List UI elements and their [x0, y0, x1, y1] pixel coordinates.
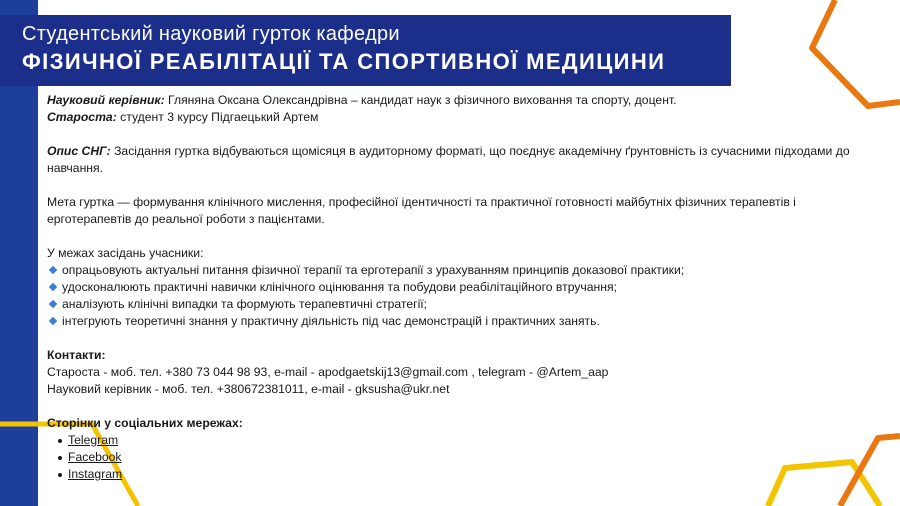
hexagon-top-right [812, 0, 900, 106]
social-links-list [47, 432, 882, 483]
diamond-bullet-icon [49, 283, 57, 291]
list-item [57, 432, 882, 449]
diamond-bullet-icon [49, 317, 57, 325]
list-item: опрацьовують актуальні питання фізичної терапії та ерготерапії з урахуванням принципів доказової практики; [47, 262, 882, 279]
diamond-bullet-icon [49, 266, 57, 274]
description-label: Опис СНГ: [47, 144, 111, 158]
goal-paragraph: Мета гуртка — формування клінічного мислення, професійної ідентичності та практичної готовності майбутніх фізичних терапевтів і ерготерапевтів до реальної роботи з пацієнтами. [47, 195, 796, 226]
bullet-dot-icon [58, 473, 62, 477]
instagram-link[interactable]: Instagram [68, 467, 123, 481]
list-item: інтегрують теоретичні знання у практичну діяльність під час демонстрацій і практичних занять. [47, 313, 882, 330]
description-paragraph [47, 143, 882, 177]
head-value: студент 3 курсу Підгаецький Артем [116, 110, 319, 124]
contacts-title: Контакти: [47, 348, 106, 362]
main-content [47, 92, 882, 483]
title-line-2: ФІЗИЧНОЇ РЕАБІЛІТАЦІЇ ТА СПОРТИВНОЇ МЕДИЦИНИ [22, 49, 666, 74]
title-line-1: Студентський науковий гурток кафедри [22, 23, 400, 45]
facebook-link[interactable]: Facebook [68, 450, 122, 464]
supervisor-value: Гляняна Оксана Олександрівна – кандидат наук з фізичного виховання та спорту, доцент. [164, 93, 677, 107]
list-item: удосконалюють практичні навички клінічного оцінювання та побудови реабілітаційного втручання; [47, 279, 882, 296]
head-line [47, 109, 882, 126]
list-item: аналізують клінічні випадки та формують терапевтичні стратегії; [47, 296, 882, 313]
contact-head: Староста - моб. тел. +380 73 044 98 93, e-mail - apodgaetskij13@gmail.com , telegram - @Artem_aap [47, 365, 609, 379]
bullet-dot-icon [58, 439, 62, 443]
list-item [57, 449, 882, 466]
head-label: Староста: [47, 110, 117, 124]
participants-list [47, 262, 882, 330]
supervisor-label: Науковий керівник: [47, 93, 165, 107]
list-item [57, 466, 882, 483]
diamond-bullet-icon [49, 300, 57, 308]
bullet-dot-icon [58, 456, 62, 460]
contact-supervisor: Науковий керівник - моб. тел. +380672381011, e-mail - gksusha@ukr.net [47, 382, 450, 396]
participants-intro: У межах засідань учасники: [47, 246, 204, 260]
social-title: Сторінки у соціальних мережах: [47, 416, 243, 430]
description-text: Засідання гуртка відбуваються щомісяця в аудиторному форматі, що поєднує академічну ґрунтовність із сучасними підходами до навчання. [47, 144, 850, 175]
telegram-link[interactable]: Telegram [68, 433, 119, 447]
supervisor-line [47, 92, 882, 109]
